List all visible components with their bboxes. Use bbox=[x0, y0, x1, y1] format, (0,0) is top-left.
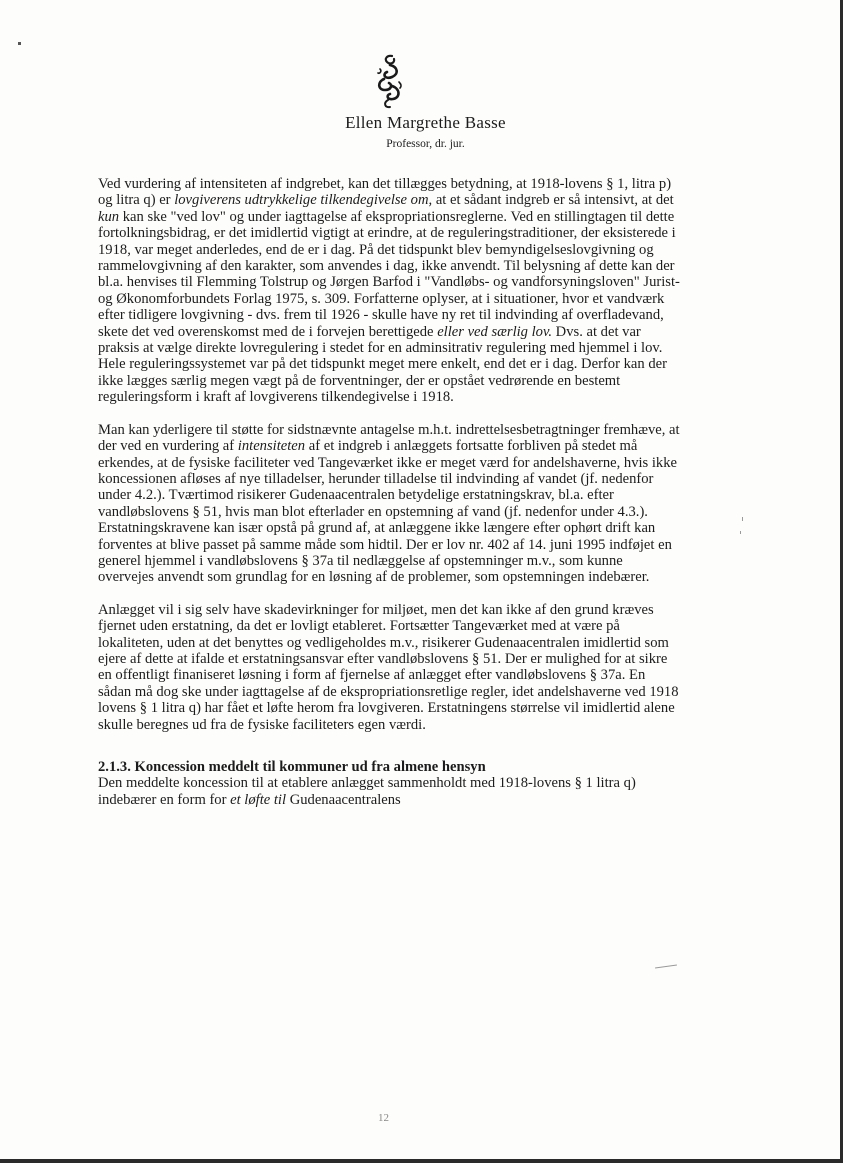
scan-speck bbox=[18, 42, 21, 45]
section-heading: 2.1.3. Koncession meddelt til kommuner ud fra almene hensyn bbox=[98, 759, 486, 775]
text-run: Man kan yderligere til støtte for sidstnævnte antagelse m.h.t. indrettelsesbetragtninger fremhæve, at der ved en vurdering af bbox=[98, 421, 680, 455]
author-name: Ellen Margrethe Basse bbox=[345, 113, 506, 132]
body-text bbox=[98, 176, 680, 824]
scan-mark bbox=[655, 964, 677, 968]
italic-text: lovgiverens udtrykkelige tilkendegivelse om, bbox=[174, 192, 433, 209]
page-number: 12 bbox=[378, 1112, 389, 1124]
scan-mark bbox=[742, 517, 743, 521]
scan-edge-bottom bbox=[0, 1159, 843, 1163]
text-run: kan ske "ved lov" og under iagttagelse af ekspropriationsreglerne. Ved en stillingtagen til dette fortolkningsbidrag, er det imidlertid vigtigt at erindre, at de reguleringstraditioner, der eksisterede i 1918, var meget anderledes, end de er i dag. På det tidspunkt blev bemyndigelseslovgivning og rammelovgivning af den karakter, som anvendes i dag, ikke anvendt. Til belysning af dette kan der bl.a. henvises til Flemming Tolstrup og Jørgen Barfod i "Vandløbs- og vandforsyningsloven" Jurist- og Økonomforbundets Forlag 1975, s. 309. Forfatterne oplyser, at i situationer, hvor et vandværk efter tidligere lovgivning - dvs. frem til 1926 - skulle have ny ret til indvinding af overfladevand, skete det ved overenskomst med de i forvejen berettigede bbox=[98, 208, 680, 340]
italic-text: et løfte til bbox=[230, 791, 287, 808]
section-paragraph bbox=[98, 775, 680, 808]
scan-mark bbox=[740, 531, 741, 534]
paragraph bbox=[98, 602, 680, 733]
monogram-logo-icon bbox=[368, 52, 412, 112]
text-run: Gudenaacentralens bbox=[286, 791, 401, 808]
text-run: Dvs. at det var praksis at vælge direkte lovregulering i stedet for en adminsitrativ regulering med hjemmel i lov. Hele reguleringssystemet var på det tidspunkt meget mere enkelt, end det er i dag. Derfor kan der ikke lægges særlig megen vægt på de forventninger, der er opstået vedrørende en bestemt reguleringsform i kraft af lovgiverens tilkendegivelse i 1918. bbox=[98, 323, 667, 406]
text-run: af et indgreb i anlæggets fortsatte forbliven på stedet må erkendes, at de fysiske faciliteter ved Tangeværket ikke er meget værd for andelshaverne, hvis ikke koncessionen afløses af nye tilladelser, herunder tilladelse til indvinding af vandet (jf. nedenfor under 4.2.). Tværtimod risikerer Gudenaacentralen betydelige erstatningskrav, bl.a. efter vandløbslovens § 51, hvis man blot efterlader en opstemning af vand (jf. nedenfor under 4.3.). Erstatningskravene kan især opstå på grund af, at anlæggene ikke længere efter ophørt drift kan forventes at blive passet på samme måde som hidtil. Der er lov nr. 402 af 14. juni 1995 indføjet en generel hjemmel i vandløbslovens § 37a til nedlæggelse af opstemninger m.v., som kunne overvejes anvendt som grundlag for en løsning af de problemer, som opstemningen indebærer. bbox=[98, 438, 678, 586]
paragraph bbox=[98, 422, 680, 586]
paragraph bbox=[98, 176, 680, 406]
text-run: Den meddelte koncession til at etablere anlægget sammenholdt med 1918-lovens § 1 litra q) indebærer en form for bbox=[98, 775, 636, 808]
text-run: Anlægget vil i sig selv have skadevirkninger for miljøet, men det kan ikke af den grund kræves fjernet uden erstatning, da det er lovligt etableret. Fortsætter Tangeværket med at være på lokaliteten, uden at det benyttes og vedligeholdes m.v., risikerer Gudenaacentralen imidlertid som ejere af dette at ifalde et erstatningsansvar efter vandløbslovens § 51. Der er mulighed for at sikre en offentligt finaniseret løsning i form af fjernelse af anlægget efter vandløbslovens § 37a. En sådan må dog ske under iagttagelse af de ekspropriationsretlige regler, idet andelshaverne ved 1918 lovens § 1 litra q) har fået et løfte herom fra lovgiveren. Erstatningens størrelse vil imidlertid alene skulle beregnes ud fra de fysiske faciliteters egen værdi. bbox=[98, 601, 679, 733]
italic-text: eller ved særlig lov. bbox=[437, 323, 553, 340]
text-run: Ved vurdering af intensiteten af indgrebet, kan det tillægges betydning, at 1918-lovens § 1, litra p) og litra q) er bbox=[98, 176, 672, 209]
italic-text: intensiteten bbox=[237, 438, 306, 455]
text-run: at et sådant indgreb er så intensivt, at det bbox=[432, 192, 674, 209]
italic-text: kun bbox=[98, 208, 120, 225]
author-title: Professor, dr. jur. bbox=[386, 138, 465, 150]
